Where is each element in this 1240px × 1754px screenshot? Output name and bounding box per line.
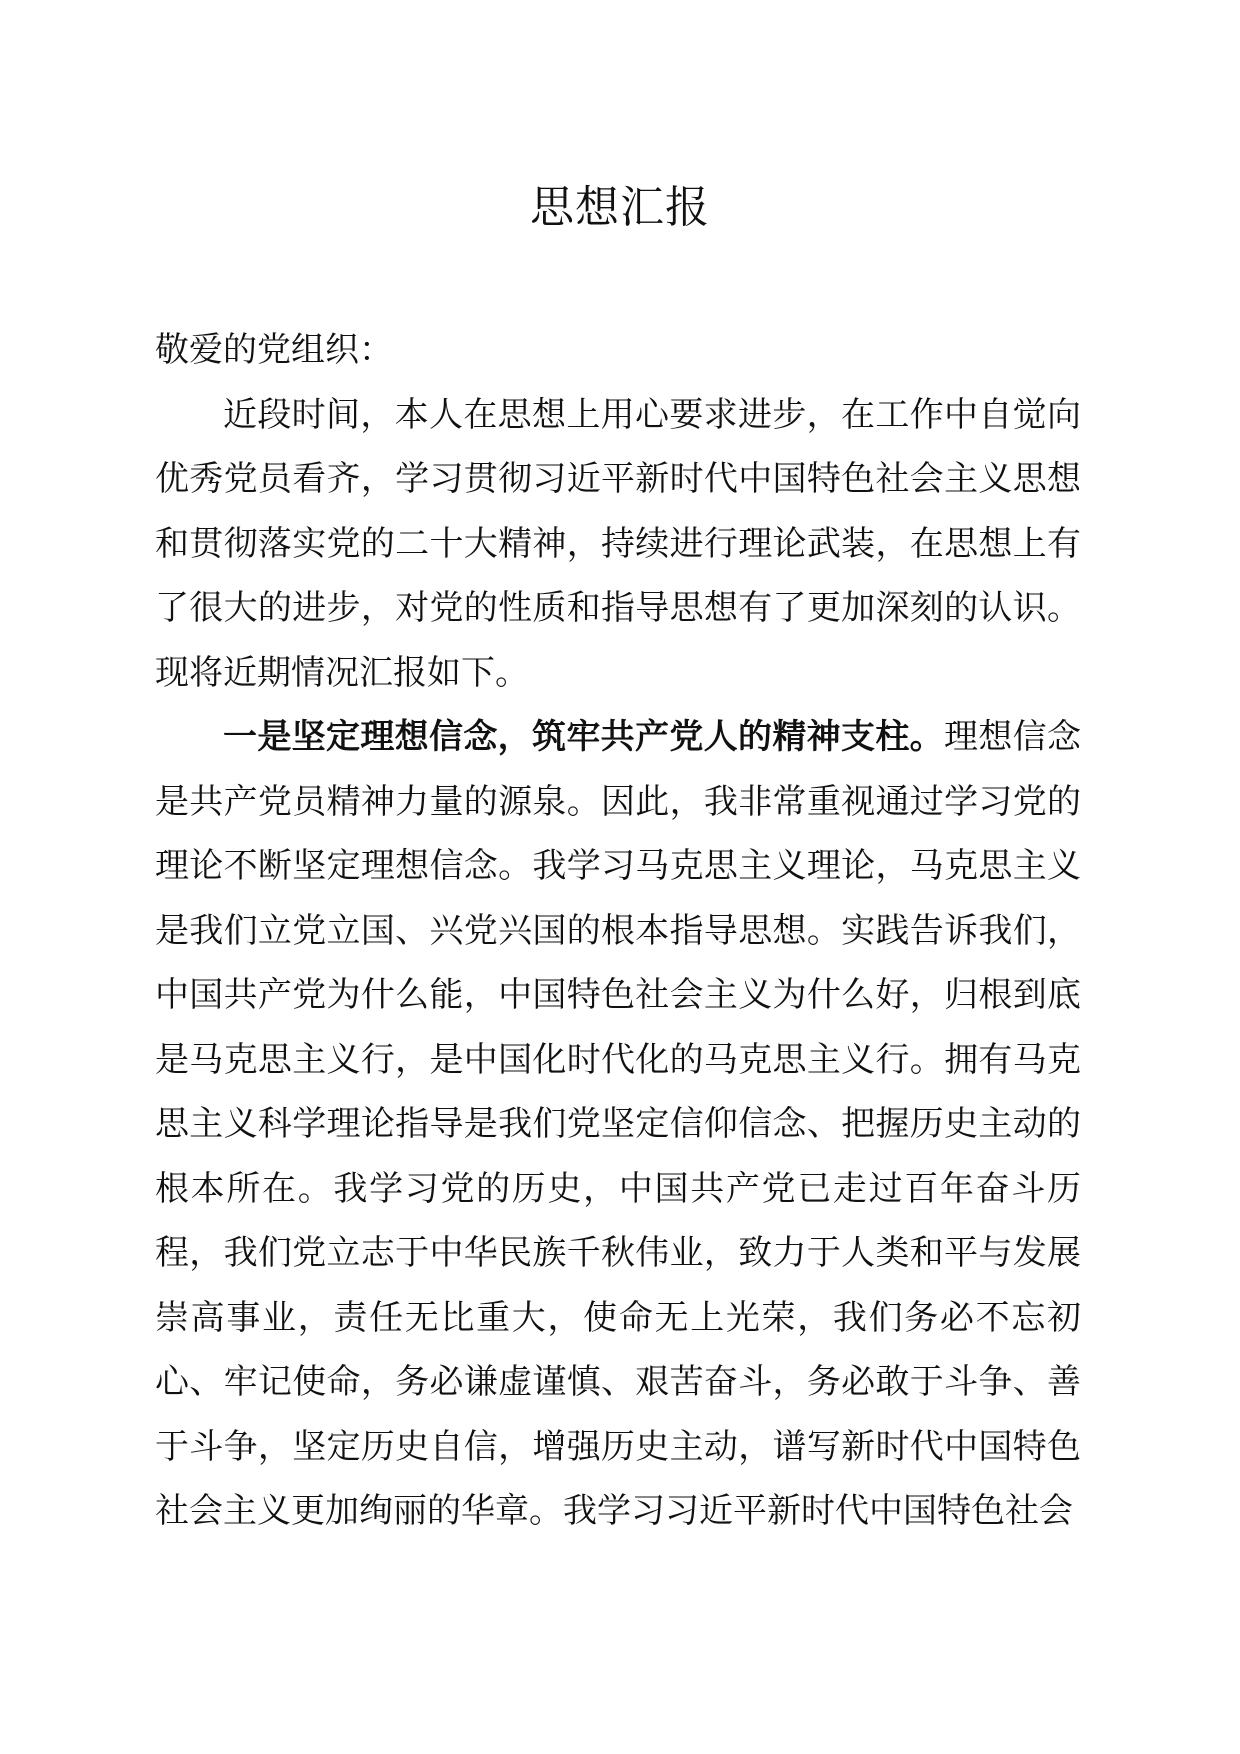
paragraph-point-one xyxy=(155,705,1081,1544)
paragraph-intro-text: 近段时间，本人在思想上用心要求进步，在工作中自觉向优秀党员看齐，学习贯彻习近平新时代中国特色社会主义思想和贯彻落实党的二十大精神，持续进行理论武装，在思想上有了很大的进步，对党的性质和指导思想有了更加深刻的认识。现将近期情况汇报如下。 xyxy=(155,394,1081,693)
paragraph-point-one-text: 理想信念是共产党员精神力量的源泉。因此，我非常重视通过学习党的理论不断坚定理想信念。我学习马克思主义理论，马克思主义是我们立党立国、兴党兴国的根本指导思想。实践告诉我们，中国共产党为什么能，中国特色社会主义为什么好，归根到底是马克思主义行，是中国化时代化的马克思主义行。拥有马克思主义科学理论指导是我们党坚定信仰信念、把握历史主动的根本所在。我学习党的历史，中国共产党已走过百年奋斗历程，我们党立志于中华民族千秋伟业，致力于人类和平与发展崇高事业，责任无比重大，使命无上光荣，我们务必不忘初心、牢记使命，务必谦虚谨慎、艰苦奋斗，务必敢于斗争、善于斗争，坚定历史自信，增强历史主动，谱写新时代中国特色社会主义更加绚丽的华章。我学习习近平新时代中国特色社会 xyxy=(155,717,1081,1531)
paragraph-intro xyxy=(155,383,1081,706)
document-title: 思想汇报 xyxy=(530,182,710,233)
paragraph-point-one-heading: 一是坚定理想信念，筑牢共产党人的精神支柱。 xyxy=(223,717,944,757)
salutation: 敬爱的党组织： xyxy=(155,330,393,370)
document-body xyxy=(155,318,1081,1544)
